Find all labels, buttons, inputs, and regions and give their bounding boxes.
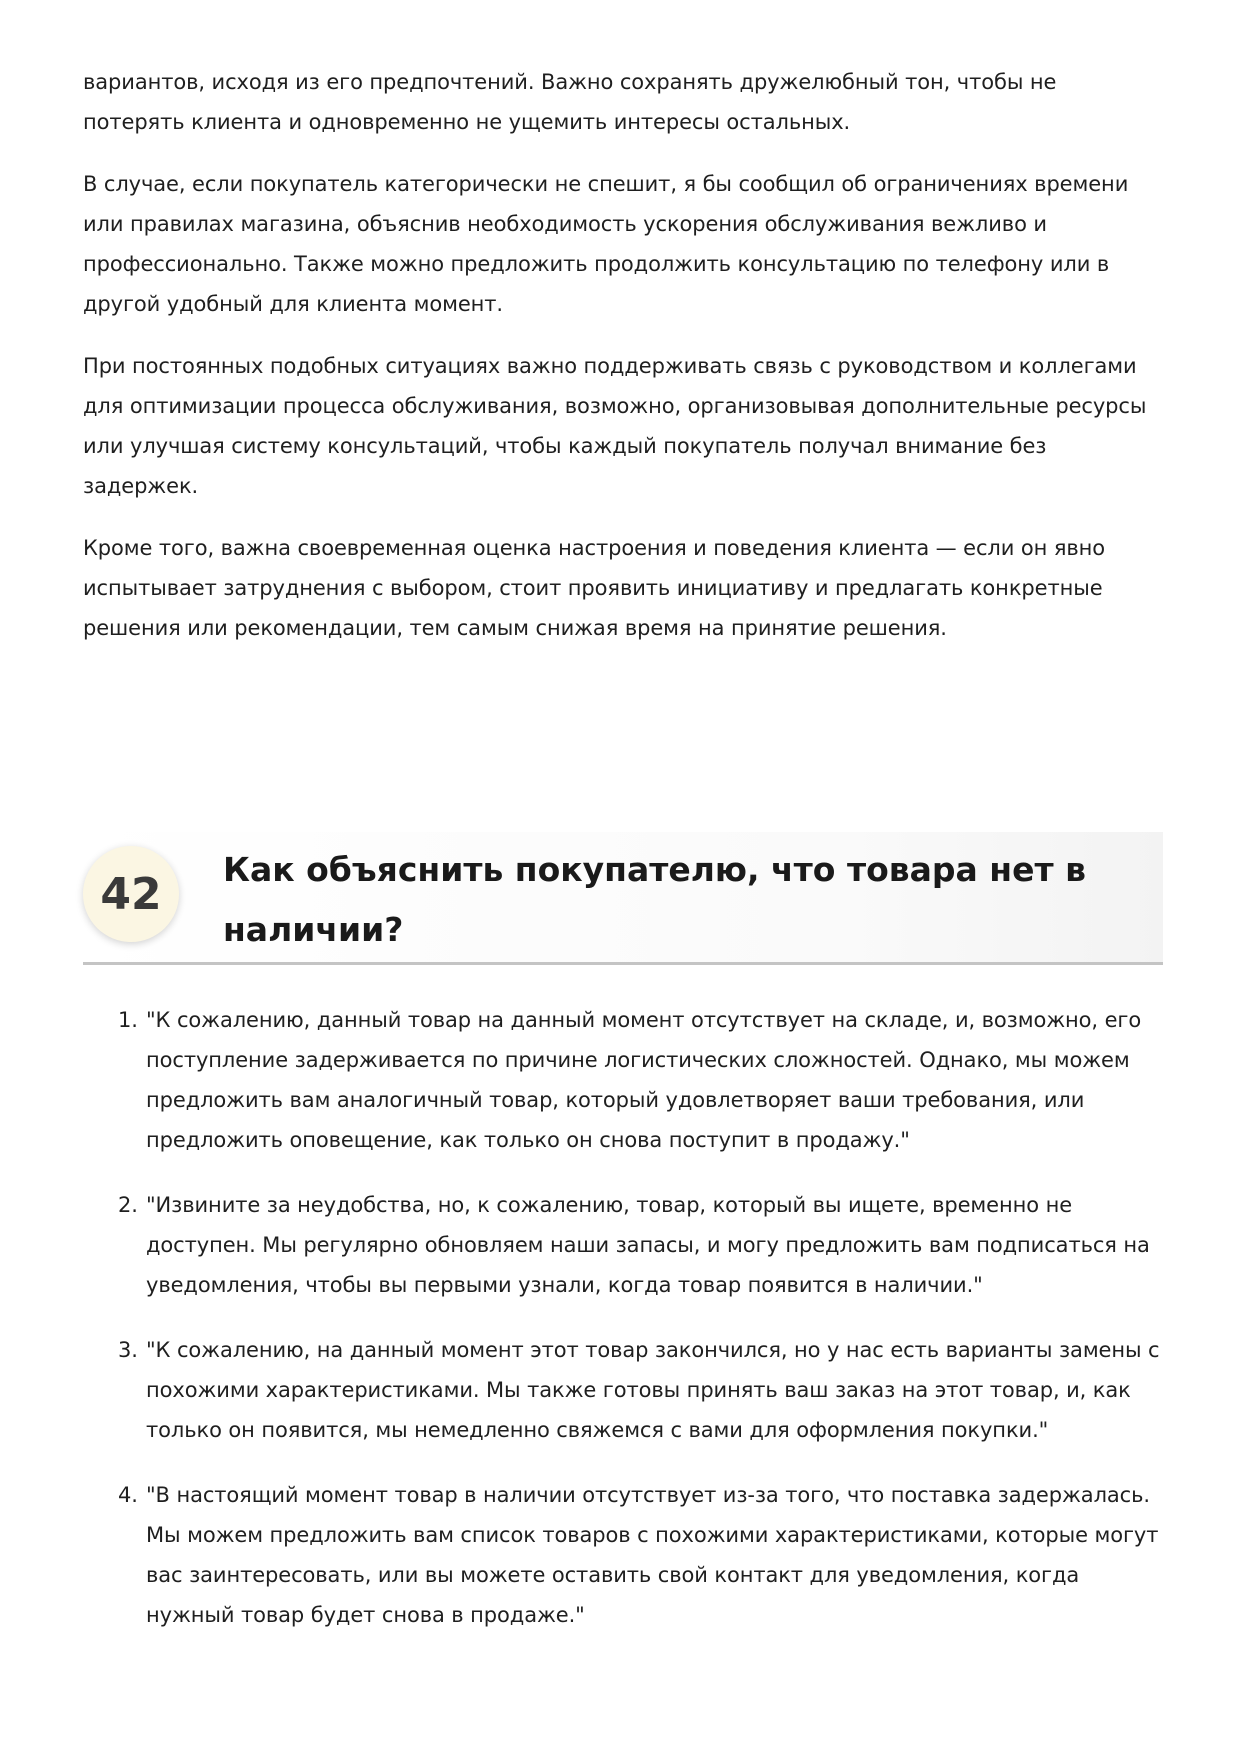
paragraph: Кроме того, важна своевременная оценка настроения и поведения клиента — если он явно испытывает затруднения с выбором, стоит проявить инициативу и предлагать конкретные решения или рекомендации, тем самым снижая время на принятие решения. (83, 536, 1106, 640)
question-title: Как объяснить покупателю, что товара нет в наличии? (223, 850, 1086, 949)
list-item-text: "Извините за неудобства, но, к сожалению, товар, который вы ищете, временно не доступен. Мы регулярно обновляем наши запасы, и могу предложить вам подписаться на уведомления, чтобы вы первыми узнали, когда товар появится в наличии." (146, 1193, 1150, 1297)
list-item (83, 1475, 1163, 1635)
list-item (83, 1000, 1163, 1160)
list-item-text: "К сожалению, на данный момент этот товар закончился, но у нас есть варианты замены с похожими характеристиками. Мы также готовы принять ваш заказ на этот товар, и, как только он появится, мы немедленно свяжемся с вами для оформления покупки." (146, 1338, 1160, 1442)
list-number: 4. (118, 1483, 138, 1507)
answer-list (83, 1000, 1163, 1660)
list-item-text: "В настоящий момент товар в наличии отсутствует из-за того, что поставка задержалась. Мы можем предложить вам список товаров с похожими характеристиками, которые могут вас заинтересовать, или вы можете оставить свой контакт для уведомления, когда нужный товар будет снова в продаже." (146, 1483, 1159, 1627)
question-header (83, 832, 1163, 965)
intro-text (83, 62, 1163, 670)
list-number: 3. (118, 1338, 138, 1362)
list-item-text: "К сожалению, данный товар на данный момент отсутствует на складе, и, возможно, его поступление задерживается по причине логистических сложностей. Однако, мы можем предложить вам аналогичный товар, который удовлетворяет ваши требования, или предложить оповещение, как только он снова поступит в продажу." (146, 1008, 1142, 1152)
list-number: 2. (118, 1193, 138, 1217)
paragraph: При постоянных подобных ситуациях важно поддерживать связь с руководством и коллегами для оптимизации процесса обслуживания, возможно, организовывая дополнительные ресурсы или улучшая систему консультаций, чтобы каждый покупатель получал внимание без задержек. (83, 354, 1147, 498)
list-item (83, 1330, 1163, 1450)
paragraph: В случае, если покупатель категорически не спешит, я бы сообщил об ограничениях времени или правилах магазина, объяснив необходимость ускорения обслуживания вежливо и профессионально. Также можно предложить продолжить консультацию по телефону или в другой удобный для клиента момент. (83, 172, 1129, 316)
list-item (83, 1185, 1163, 1305)
list-number: 1. (118, 1008, 138, 1032)
paragraph: вариантов, исходя из его предпочтений. Важно сохранять дружелюбный тон, чтобы не потерять клиента и одновременно не ущемить интересы остальных. (83, 70, 1057, 134)
question-number-badge: 42 (83, 846, 179, 942)
